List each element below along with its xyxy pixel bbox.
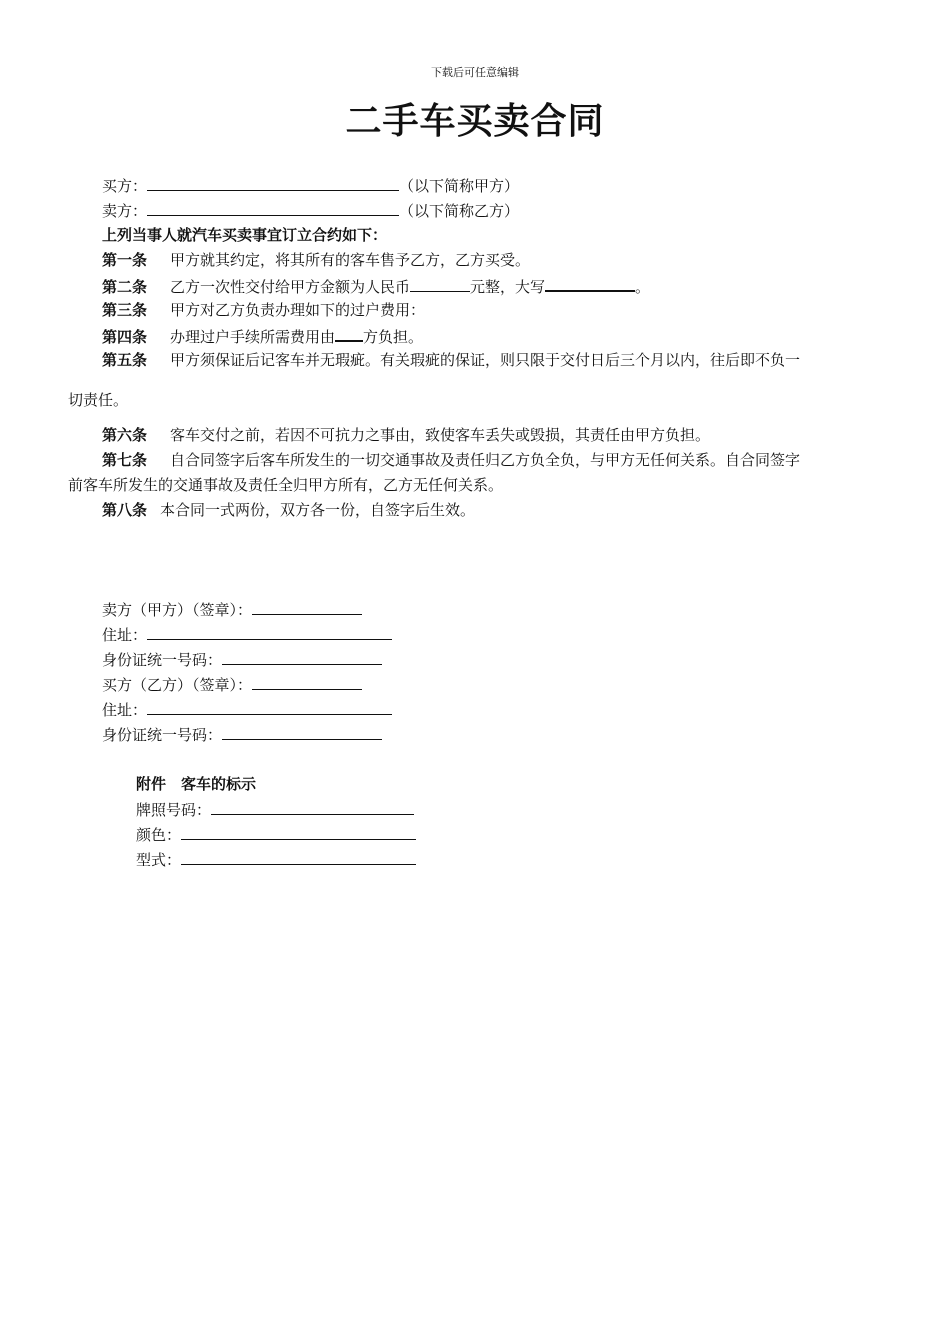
- article-2-text-middle: 元整，大写: [470, 278, 546, 296]
- amount-number-field[interactable]: [410, 276, 470, 292]
- color-label: 颜色：: [136, 826, 182, 844]
- seller-signature-field[interactable]: [252, 599, 362, 615]
- article-3-label: 第三条: [102, 301, 148, 319]
- article-7: [102, 450, 800, 470]
- attachment-title: 附件 客车的标示: [136, 775, 257, 793]
- plate-line: [136, 799, 414, 820]
- amount-words-field[interactable]: [545, 275, 635, 292]
- header-note: 下载后可任意编辑: [431, 66, 519, 79]
- buyer-label: 买方：: [102, 177, 148, 195]
- article-3: [102, 300, 425, 320]
- article-7-text-line1: 自合同签字后客车所发生的一切交通事故及责任归乙方负全负，与甲方无任何关系。自合同签字: [170, 451, 801, 469]
- seller-id-label: 身份证统一号码：: [102, 651, 223, 669]
- article-4-text-before: 办理过户手续所需费用由: [170, 328, 336, 346]
- model-line: [136, 849, 416, 870]
- intro-line: 上列当事人就汽车买卖事宜订立合约如下：: [102, 226, 388, 244]
- buyer-address-line: [102, 699, 392, 720]
- seller-line: [102, 200, 519, 221]
- seller-sign-line: [102, 599, 362, 620]
- seller-label: 卖方：: [102, 202, 148, 220]
- seller-suffix: （以下简称乙方）: [399, 202, 520, 220]
- article-5-text-line1: 甲方须保证后记客车并无瑕疵。有关瑕疵的保证，则只限于交付日后三个月以内，往后即不负一: [170, 351, 801, 369]
- buyer-sign-label: 买方（乙方）（签章）：: [102, 676, 253, 694]
- article-7-continued: 前客车所发生的交通事故及责任全归甲方所有，乙方无任何关系。: [68, 476, 504, 494]
- seller-address-line: [102, 624, 392, 645]
- article-4-text-after: 方负担。: [363, 328, 424, 346]
- article-8: [102, 500, 475, 520]
- buyer-line: [102, 175, 519, 196]
- seller-id-line: [102, 649, 382, 670]
- seller-sign-label: 卖方（甲方）（签章）：: [102, 601, 253, 619]
- article-2: [102, 275, 650, 297]
- buyer-id-label: 身份证统一号码：: [102, 726, 223, 744]
- buyer-suffix: （以下简称甲方）: [399, 177, 520, 195]
- buyer-signature-field[interactable]: [252, 674, 362, 690]
- color-line: [136, 824, 416, 845]
- fee-party-field[interactable]: [335, 325, 363, 342]
- article-5-continued: 切责任。: [68, 391, 129, 409]
- buyer-sign-line: [102, 674, 362, 695]
- buyer-id-line: [102, 724, 382, 745]
- article-1-text: 甲方就其约定，将其所有的客车售予乙方，乙方买受。: [170, 251, 531, 269]
- plate-field[interactable]: [211, 799, 414, 815]
- buyer-name-field[interactable]: [147, 175, 399, 191]
- seller-address-field[interactable]: [147, 624, 392, 640]
- article-2-label: 第二条: [102, 278, 148, 296]
- article-2-text-end: 。: [635, 278, 651, 296]
- color-field[interactable]: [181, 824, 416, 840]
- article-5-label: 第五条: [102, 351, 148, 369]
- article-6: [102, 425, 710, 445]
- buyer-id-field[interactable]: [222, 724, 382, 740]
- seller-id-field[interactable]: [222, 649, 382, 665]
- article-8-label: 第八条: [102, 501, 148, 519]
- buyer-address-field[interactable]: [147, 699, 392, 715]
- article-5: [102, 350, 800, 370]
- article-1: [102, 250, 530, 270]
- document-title: 二手车买卖合同: [345, 100, 605, 142]
- seller-name-field[interactable]: [147, 200, 399, 216]
- article-7-label: 第七条: [102, 451, 148, 469]
- article-6-label: 第六条: [102, 426, 148, 444]
- article-4-label: 第四条: [102, 328, 148, 346]
- article-2-text-before: 乙方一次性交付给甲方金额为人民币: [170, 278, 411, 296]
- seller-address-label: 住址：: [102, 626, 148, 644]
- article-1-label: 第一条: [102, 251, 148, 269]
- article-8-text: 本合同一式两份，双方各一份，自签字后生效。: [160, 501, 476, 519]
- article-3-text: 甲方对乙方负责办理如下的过户费用：: [170, 301, 426, 319]
- model-label: 型式：: [136, 851, 182, 869]
- article-4: [102, 325, 423, 347]
- model-field[interactable]: [181, 849, 416, 865]
- article-6-text: 客车交付之前，若因不可抗力之事由，致使客车丢失或毁损，其责任由甲方负担。: [170, 426, 711, 444]
- plate-label: 牌照号码：: [136, 801, 212, 819]
- buyer-address-label: 住址：: [102, 701, 148, 719]
